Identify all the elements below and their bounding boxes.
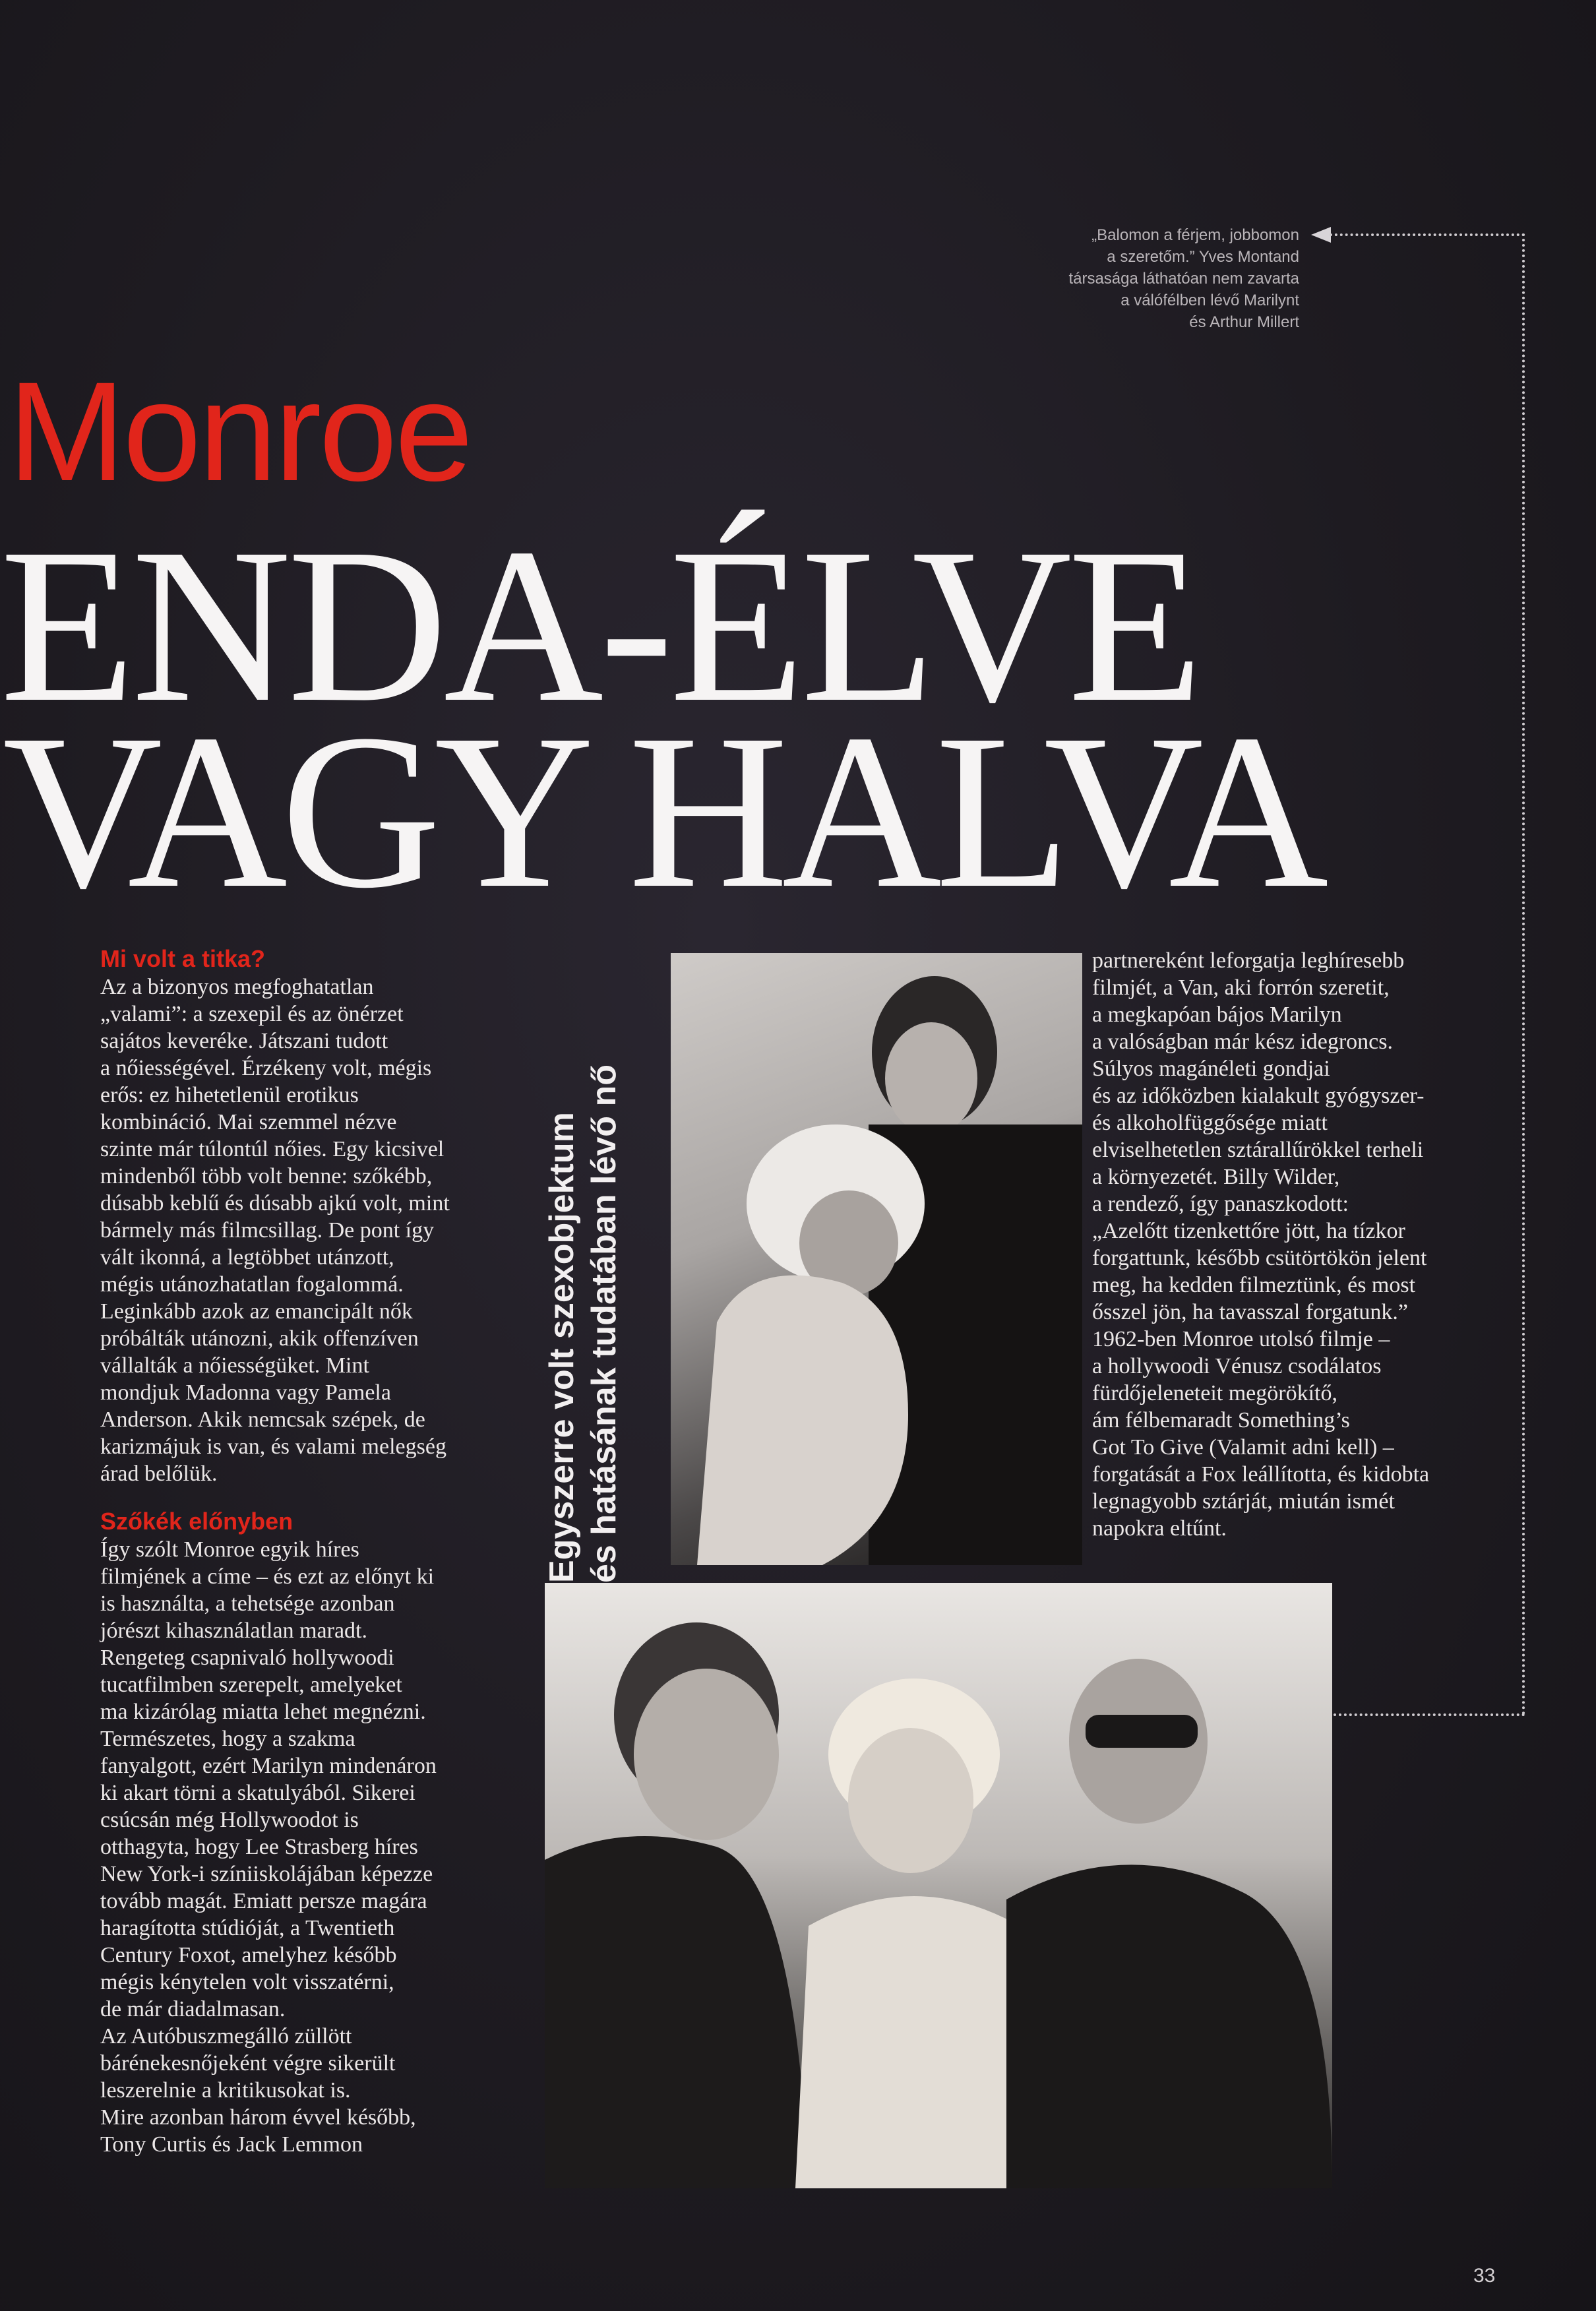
text-line: vállalták a nőiességüket. Mint [100,1353,369,1378]
text-line: „valami”: a szexepil és az önérzet [100,1002,404,1026]
text-line: Az a bizonyos megfoghatatlan [100,975,374,999]
text-line: Mire azonban három évvel később, [100,2105,416,2130]
text-line: Az Autóbuszmegálló züllött [100,2024,352,2049]
pull-quote [541,943,640,1583]
caption-line: a válófélben lévő Marilynt [1120,292,1299,309]
text-line: fanyalgott, ezért Marilyn mindenáron [100,1754,437,1778]
text-line: tucatfilmben szerepelt, amelyeket [100,1673,402,1697]
text-line: ki akart törni a skatulyából. Sikerei [100,1781,415,1805]
text-line: ősszel jön, ha tavasszal forgatunk.” [1092,1300,1409,1324]
caption-line: a szeretőm.” Yves Montand [1107,248,1299,266]
text-line: jórészt kihasználatlan maradt. [100,1618,367,1643]
pull-quote-line: és hatásának tudatában lévő nő [585,1064,623,1583]
section-heading: Mi volt a titka? [100,945,266,972]
caption-arrow-icon [1311,227,1331,243]
caption-line: társasága láthatóan nem zavarta [1068,270,1299,288]
text-line: 1962-ben Monroe utolsó filmje – [1092,1327,1390,1351]
text-line: és alkoholfüggősége miatt [1092,1111,1328,1135]
text-line: Tony Curtis és Jack Lemmon [100,2132,363,2157]
text-line: sajátos keveréke. Játszani tudott [100,1029,388,1053]
text-line: New York-i színiiskolájában képezze [100,1862,433,1886]
photo-trio-illustration [545,1583,1332,2188]
caption-leader-line [1522,233,1525,1716]
text-line: leszerelnie a kritikusokat is. [100,2078,351,2103]
text-line: erős: ez hihetetlenül erotikus [100,1083,359,1107]
photo-couple-illustration [671,953,1082,1565]
text-line: Így szólt Monroe egyik híres [100,1537,359,1562]
text-line: Anderson. Akik nemcsak szépek, de [100,1407,425,1432]
text-line: a rendező, így panaszkodott: [1092,1192,1349,1216]
section-heading: Szőkék előnyben [100,1508,293,1535]
text-line: Súlyos magánéleti gondjai [1092,1057,1330,1081]
text-line: Rengeteg csapnivaló hollywoodi [100,1646,394,1670]
text-line: bárénekesnőjeként végre sikerült [100,2051,396,2076]
text-line: csúcsán még Hollywoodot is [100,1808,359,1832]
text-line: árad belőlük. [100,1462,218,1486]
text-line: mondjuk Madonna vagy Pamela [100,1380,391,1405]
text-line: a megkapóan bájos Marilyn [1092,1002,1342,1027]
photo-caption [976,224,1299,333]
text-line: és az időközben kialakult gyógyszer- [1092,1084,1425,1108]
text-line: Leginkább azok az emancipált nők [100,1299,413,1324]
text-line: tovább magát. Emiatt persze magára [100,1889,427,1913]
text-line: karizmájuk is van, és valami melegség [100,1434,446,1459]
text-line: „Azelőtt tizenkettőre jött, ha tízkor [1092,1219,1405,1243]
text-line: is használta, a tehetsége azonban [100,1591,395,1616]
text-line: otthagyta, hogy Lee Strasberg híres [100,1835,418,1859]
text-line: mégis kénytelen volt visszatérni, [100,1970,394,1994]
text-line: legnagyobb sztárját, miután ismét [1092,1489,1395,1514]
kicker-title: Monroe [8,353,471,510]
text-line: próbálták utánozni, akik offenzíven [100,1326,419,1351]
caption-line: „Balomon a férjem, jobbomon [1091,226,1299,244]
text-line: dúsabb keblű és dúsabb ajkú volt, mint [100,1191,450,1216]
text-line: de már diadalmasan. [100,1997,286,2021]
photo-couple [671,953,1082,1565]
text-line: forgatását a Fox leállította, és kidobta [1092,1462,1430,1487]
caption-line: és Arthur Millert [1189,313,1299,331]
left-column [100,944,516,2158]
text-line: napokra eltűnt. [1092,1516,1227,1541]
text-line: haragította stúdióját, a Twentieth [100,1916,395,1940]
page-number: 33 [1473,2265,1496,2287]
text-line: elviselhetetlen sztárallűrökkel terheli [1092,1138,1424,1162]
text-line: fürdőjeleneteit megörökítő, [1092,1381,1337,1405]
text-line: forgattunk, később csütörtökön jelent [1092,1246,1427,1270]
right-column [1092,947,1514,1542]
text-line: meg, ha kedden filmeztünk, és most [1092,1273,1416,1297]
text-line: vált ikonná, a legtöbbet utánzott, [100,1245,394,1270]
text-line: Természetes, hogy a szakma [100,1727,355,1751]
text-line: bármely más filmcsillag. De pont így [100,1218,435,1243]
text-line: Got To Give (Valamit adni kell) – [1092,1435,1394,1460]
text-line: a környezetét. Billy Wilder, [1092,1165,1340,1189]
text-line: ma kizárólag miatta lehet megnézni. [100,1700,426,1724]
text-line: a hollywoodi Vénusz csodálatos [1092,1354,1382,1378]
caption-leader-line [1330,233,1525,236]
headline-line-1: ENDA-ÉLVE [0,503,1200,748]
pull-quote-line: Egyszerre volt szexobjektum [543,1112,581,1583]
headline-line-2: VAGY HALVA [3,689,1322,934]
text-line: kombináció. Mai szemmel nézve [100,1110,397,1134]
text-line: mindenből több volt benne: szőkébb, [100,1164,433,1188]
text-line: a nőiességével. Érzékeny volt, mégis [100,1056,432,1080]
text-line: szinte már túlontúl nőies. Egy kicsivel [100,1137,445,1161]
text-line: mégis utánozhatatlan fogalommá. [100,1272,404,1297]
text-line: partnereként leforgatja leghíresebb [1092,948,1405,973]
photo-trio [545,1583,1332,2188]
text-line: ám félbemaradt Something’s [1092,1408,1350,1433]
caption-leader-line [1334,1713,1525,1716]
text-line: filmjének a címe – és ezt az előnyt ki [100,1564,435,1589]
text-line: Century Foxot, amelyhez később [100,1943,397,1967]
text-line: a valóságban már kész idegroncs. [1092,1030,1393,1054]
text-line: filmjét, a Van, aki forrón szeretit, [1092,975,1390,1000]
